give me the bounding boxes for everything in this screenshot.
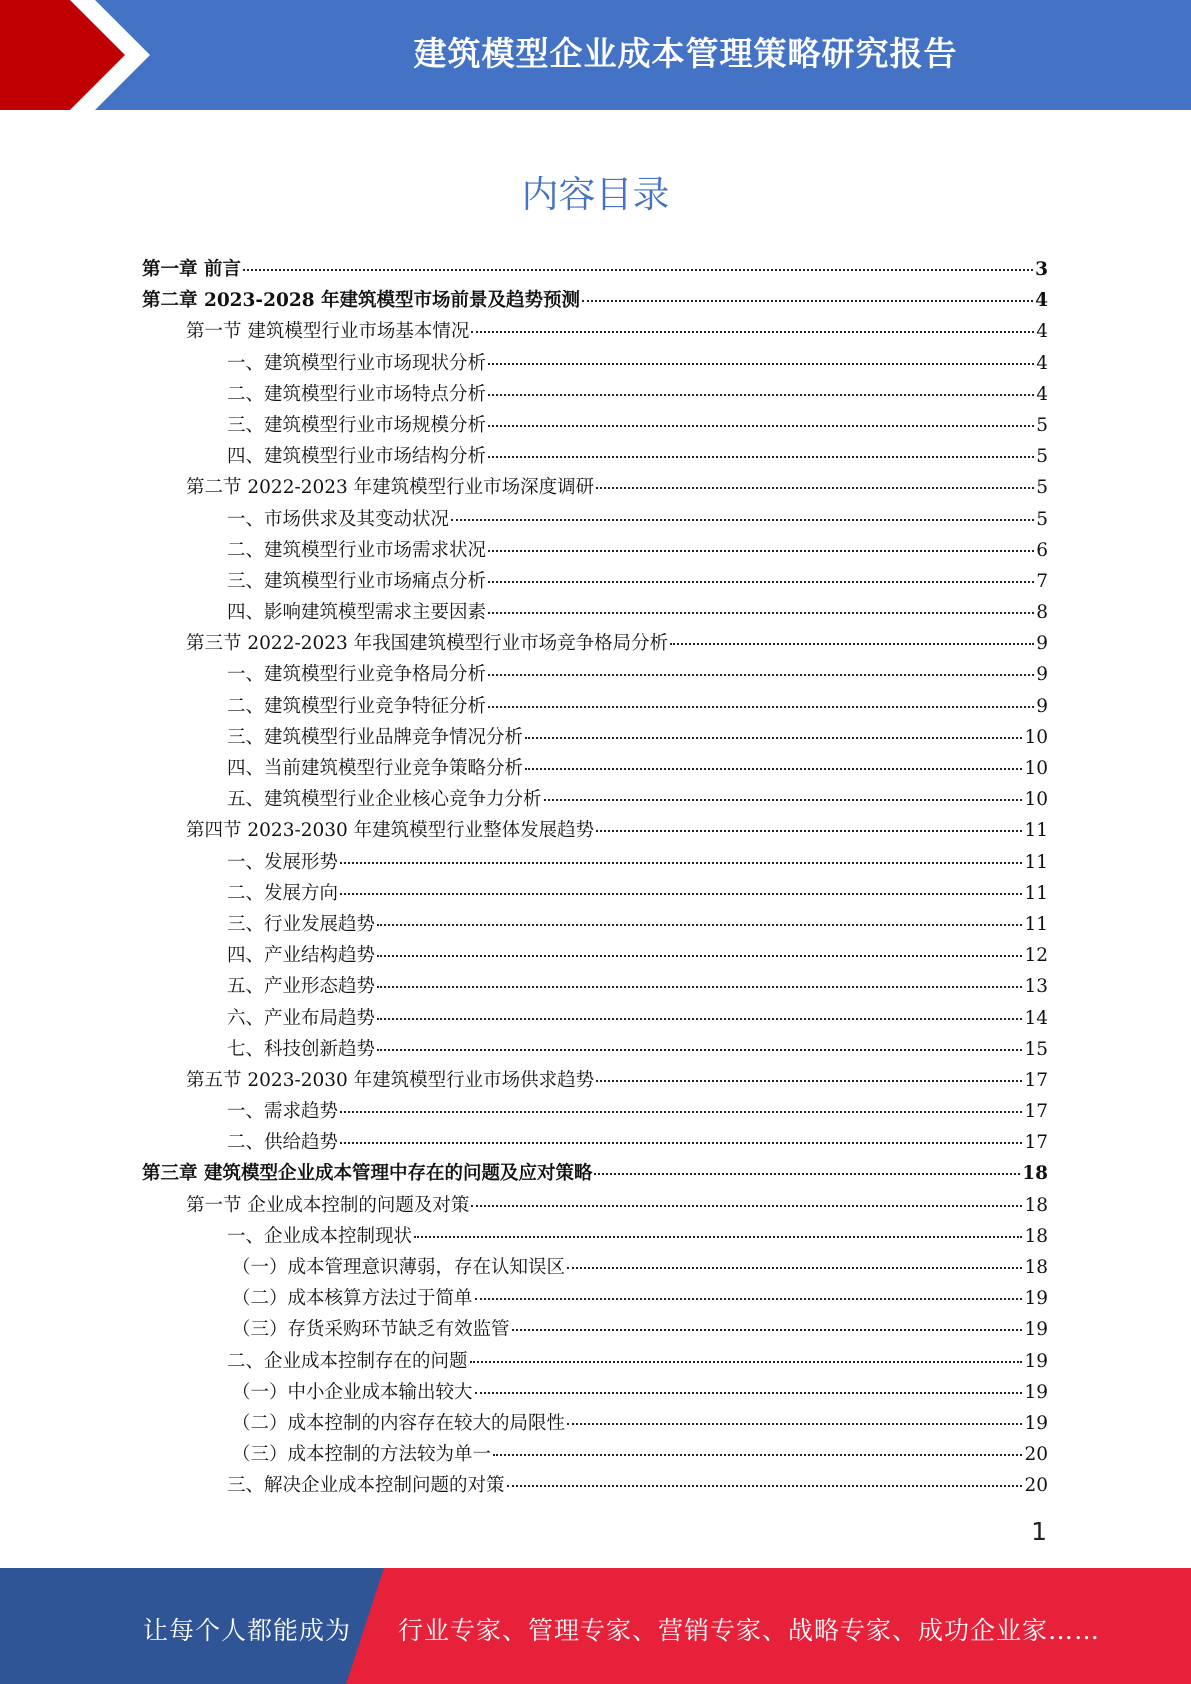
toc-entry-label: 三、解决企业成本控制问题的对策 <box>227 1475 505 1497</box>
toc-dot-leader <box>340 862 1022 864</box>
toc-entry[interactable] <box>142 1346 1048 1377</box>
toc-entry-label: 一、建筑模型行业竞争格局分析 <box>227 664 487 686</box>
toc-entry[interactable] <box>142 1221 1048 1252</box>
toc-entry-page: 11 <box>1024 851 1048 873</box>
toc-dot-leader <box>470 1361 1023 1363</box>
toc-entry-label: 第二节 2022-2023 年建筑模型行业市场深度调研 <box>186 477 595 499</box>
toc-entry-page: 19 <box>1024 1412 1048 1434</box>
toc-entry-page: 20 <box>1024 1444 1048 1466</box>
toc-entry[interactable] <box>142 1377 1048 1408</box>
toc-dot-leader <box>493 1454 1022 1456</box>
toc-entry-page: 14 <box>1024 1007 1048 1029</box>
toc-entry[interactable] <box>142 1096 1048 1127</box>
toc-entry-label: 一、企业成本控制现状 <box>227 1225 413 1247</box>
toc-dot-leader <box>488 581 1034 583</box>
toc-entry-page: 11 <box>1024 882 1048 904</box>
header-arrow-graphic <box>0 0 200 110</box>
toc-entry[interactable] <box>142 285 1048 316</box>
toc-entry-page: 17 <box>1024 1132 1048 1154</box>
toc-dot-leader <box>525 737 1022 739</box>
toc-dot-leader <box>377 986 1022 988</box>
footer-banner <box>0 1568 1191 1684</box>
toc-entry[interactable] <box>142 784 1048 815</box>
toc-entry-page: 15 <box>1024 1038 1048 1060</box>
toc-entry[interactable] <box>142 566 1048 597</box>
toc-entry-page: 18 <box>1022 1163 1048 1185</box>
toc-dot-leader <box>525 768 1022 770</box>
toc-entry-page: 10 <box>1024 726 1048 748</box>
toc-dot-leader <box>544 799 1023 801</box>
toc-heading: 内容目录 <box>521 173 670 216</box>
footer-slogan-left: 让每个人都能成为 <box>143 1616 352 1645</box>
toc-entry[interactable] <box>142 971 1048 1002</box>
toc-entry-page: 9 <box>1036 664 1048 686</box>
toc-entry[interactable] <box>142 597 1048 628</box>
report-title: 建筑模型企业成本管理策略研究报告 <box>413 34 958 73</box>
toc-entry-page: 11 <box>1024 820 1048 842</box>
toc-dot-leader <box>488 706 1034 708</box>
toc-entry-page: 9 <box>1036 695 1048 717</box>
toc-entry-page: 11 <box>1024 913 1048 935</box>
toc-entry-label: 第三节 2022-2023 年我国建筑模型行业市场竞争格局分析 <box>186 633 669 655</box>
toc-entry-page: 4 <box>1036 352 1048 374</box>
toc-entry-page: 10 <box>1024 758 1048 779</box>
toc-entry[interactable] <box>142 691 1048 722</box>
toc-entry-label: 七、科技创新趋势 <box>227 1038 376 1060</box>
toc-entry-page: 3 <box>1035 259 1048 280</box>
toc-entry[interactable] <box>142 722 1048 753</box>
toc-entry-page: 5 <box>1036 477 1048 499</box>
toc-entry[interactable] <box>142 1252 1048 1283</box>
toc-dot-leader <box>475 1392 1023 1394</box>
toc-entry-page: 7 <box>1036 570 1048 592</box>
toc-dot-leader <box>567 1423 1022 1425</box>
toc-entry[interactable] <box>142 1158 1048 1189</box>
toc-dot-leader <box>488 550 1034 552</box>
toc-dot-leader <box>596 830 1022 832</box>
toc-entry[interactable] <box>142 348 1048 379</box>
toc-entry-page: 17 <box>1024 1069 1048 1091</box>
toc-entry[interactable] <box>142 1034 1048 1065</box>
toc-dot-leader <box>596 487 1034 489</box>
toc-entry-page: 6 <box>1036 539 1048 561</box>
toc-entry[interactable] <box>142 659 1048 690</box>
toc-entry-label: 三、建筑模型行业市场痛点分析 <box>227 570 487 592</box>
toc-entry-page: 19 <box>1024 1288 1048 1310</box>
toc-entry-label: 一、需求趋势 <box>227 1101 339 1123</box>
toc-entry-page: 4 <box>1036 383 1048 405</box>
toc-entry-label: 第一章 前言 <box>142 259 241 280</box>
toc-entry-label: 第一节 建筑模型行业市场基本情况 <box>186 321 470 343</box>
toc-entry[interactable] <box>142 628 1048 659</box>
toc-entry[interactable] <box>142 1190 1048 1221</box>
toc-entry-label: 四、产业结构趋势 <box>227 945 376 967</box>
toc-entry-label: 二、企业成本控制存在的问题 <box>227 1350 468 1372</box>
toc-entry[interactable] <box>142 847 1048 878</box>
toc-dot-leader <box>596 1080 1022 1082</box>
toc-entry-label: 第五节 2023-2030 年建筑模型行业市场供求趋势 <box>186 1069 595 1091</box>
toc-entry-page: 18 <box>1024 1225 1048 1247</box>
toc-entry-page: 19 <box>1024 1350 1048 1372</box>
toc-entry[interactable] <box>142 1283 1048 1314</box>
toc-entry[interactable] <box>142 940 1048 971</box>
toc-entry[interactable] <box>142 535 1048 566</box>
toc-dot-leader <box>488 425 1034 427</box>
toc-entry-page: 8 <box>1036 602 1048 624</box>
toc-entry[interactable] <box>142 379 1048 410</box>
toc-entry[interactable] <box>142 1439 1048 1470</box>
toc-dot-leader <box>475 1298 1023 1300</box>
toc-entry-label: 四、建筑模型行业市场结构分析 <box>227 446 487 468</box>
toc-dot-leader <box>567 1267 1022 1269</box>
toc-dot-leader <box>471 331 1034 333</box>
toc-entry-label: 五、产业形态趋势 <box>227 976 376 998</box>
toc-entry-label: 第四节 2023-2030 年建筑模型行业整体发展趋势 <box>186 820 595 842</box>
toc-entry-page: 17 <box>1024 1101 1048 1123</box>
toc-entry[interactable] <box>142 1065 1048 1096</box>
toc-entry-page: 10 <box>1024 789 1048 811</box>
toc-entry-label: 一、建筑模型行业市场现状分析 <box>227 352 487 374</box>
toc-entry[interactable] <box>142 504 1048 535</box>
toc-entry-page: 4 <box>1035 290 1048 312</box>
toc-dot-leader <box>507 1485 1023 1487</box>
header-banner <box>0 0 1191 110</box>
toc-entry-label: 四、影响建筑模型需求主要因素 <box>227 602 487 624</box>
toc-dot-leader <box>340 893 1022 895</box>
toc-entry-label: 一、市场供求及其变动状况 <box>227 508 450 530</box>
toc-entry[interactable] <box>142 909 1048 940</box>
toc-dot-leader <box>414 1236 1022 1238</box>
toc-entry[interactable] <box>142 1314 1048 1345</box>
toc-entry-label: 一、发展形势 <box>227 851 339 873</box>
toc-entry-label: 二、供给趋势 <box>227 1132 339 1154</box>
toc-entry-label: 二、建筑模型行业市场需求状况 <box>227 539 487 561</box>
table-of-contents <box>142 254 1048 1502</box>
toc-entry-label: 第一节 企业成本控制的问题及对策 <box>186 1194 470 1216</box>
toc-entry[interactable] <box>142 753 1048 784</box>
toc-entry-page: 19 <box>1024 1319 1048 1341</box>
toc-entry[interactable] <box>142 316 1048 347</box>
toc-entry-label: （一）中小企业成本输出较大 <box>232 1381 473 1403</box>
toc-dot-leader <box>582 300 1033 302</box>
toc-entry-label: 三、建筑模型行业市场规模分析 <box>227 414 487 436</box>
toc-dot-leader <box>471 1205 1022 1207</box>
toc-dot-leader <box>377 1049 1022 1051</box>
toc-dot-leader <box>488 363 1034 365</box>
toc-entry-label: 第二章 2023-2028 年建筑模型市场前景及趋势预测 <box>142 290 581 312</box>
toc-entry-label: 三、行业发展趋势 <box>227 913 376 935</box>
toc-entry-page: 12 <box>1024 945 1048 967</box>
toc-entry[interactable] <box>142 815 1048 846</box>
toc-entry-page: 5 <box>1036 446 1048 468</box>
toc-dot-leader <box>488 674 1034 676</box>
toc-entry-label: 四、当前建筑模型行业竞争策略分析 <box>227 758 524 779</box>
toc-entry[interactable] <box>142 1470 1048 1501</box>
toc-entry-label: （二）成本核算方法过于简单 <box>232 1288 473 1310</box>
toc-dot-leader <box>340 1111 1022 1113</box>
toc-dot-leader <box>451 519 1034 521</box>
toc-entry[interactable] <box>142 1408 1048 1439</box>
toc-entry[interactable] <box>142 1127 1048 1158</box>
toc-dot-leader <box>594 1173 1020 1175</box>
toc-entry-label: 二、建筑模型行业市场特点分析 <box>227 383 487 405</box>
toc-entry[interactable] <box>142 878 1048 909</box>
toc-entry-page: 18 <box>1024 1257 1048 1278</box>
toc-dot-leader <box>488 394 1034 396</box>
toc-entry-page: 13 <box>1024 976 1048 998</box>
toc-dot-leader <box>488 612 1034 614</box>
toc-entry-label: （三）成本控制的方法较为单一 <box>232 1444 492 1466</box>
toc-entry-page: 9 <box>1036 633 1048 655</box>
toc-entry-label: （一）成本管理意识薄弱，存在认知误区 <box>232 1257 566 1278</box>
toc-dot-leader <box>377 924 1022 926</box>
toc-entry[interactable] <box>142 472 1048 503</box>
toc-entry-label: 二、建筑模型行业竞争特征分析 <box>227 695 487 717</box>
toc-entry-page: 20 <box>1024 1475 1048 1497</box>
toc-entry-page: 5 <box>1036 508 1048 530</box>
toc-entry-label: （三）存货采购环节缺乏有效监管 <box>232 1319 510 1341</box>
toc-dot-leader <box>340 1142 1022 1144</box>
toc-entry-page: 5 <box>1036 414 1048 436</box>
toc-entry-page: 19 <box>1024 1381 1048 1403</box>
toc-entry-label: 第三章 建筑模型企业成本管理中存在的问题及应对策略 <box>142 1163 593 1185</box>
toc-entry-label: 二、发展方向 <box>227 882 339 904</box>
toc-entry-page: 4 <box>1036 321 1048 343</box>
toc-dot-leader <box>243 269 1033 271</box>
toc-dot-leader <box>488 456 1034 458</box>
page-number: 1 <box>1031 1517 1047 1546</box>
toc-entry-page: 18 <box>1024 1194 1048 1216</box>
toc-dot-leader <box>670 643 1034 645</box>
toc-dot-leader <box>377 955 1022 957</box>
toc-entry[interactable] <box>142 1003 1048 1034</box>
toc-dot-leader <box>512 1329 1023 1331</box>
toc-entry[interactable] <box>142 441 1048 472</box>
toc-entry[interactable] <box>142 254 1048 285</box>
toc-entry-label: （二）成本控制的内容存在较大的局限性 <box>232 1412 566 1434</box>
toc-entry-label: 三、建筑模型行业品牌竞争情况分析 <box>227 726 524 748</box>
toc-entry-label: 六、产业布局趋势 <box>227 1007 376 1029</box>
toc-entry-label: 五、建筑模型行业企业核心竞争力分析 <box>227 789 542 811</box>
footer-slogan-right: 行业专家、管理专家、营销专家、战略专家、成功企业家…… <box>398 1616 1101 1645</box>
toc-entry[interactable] <box>142 410 1048 441</box>
toc-dot-leader <box>377 1018 1022 1020</box>
